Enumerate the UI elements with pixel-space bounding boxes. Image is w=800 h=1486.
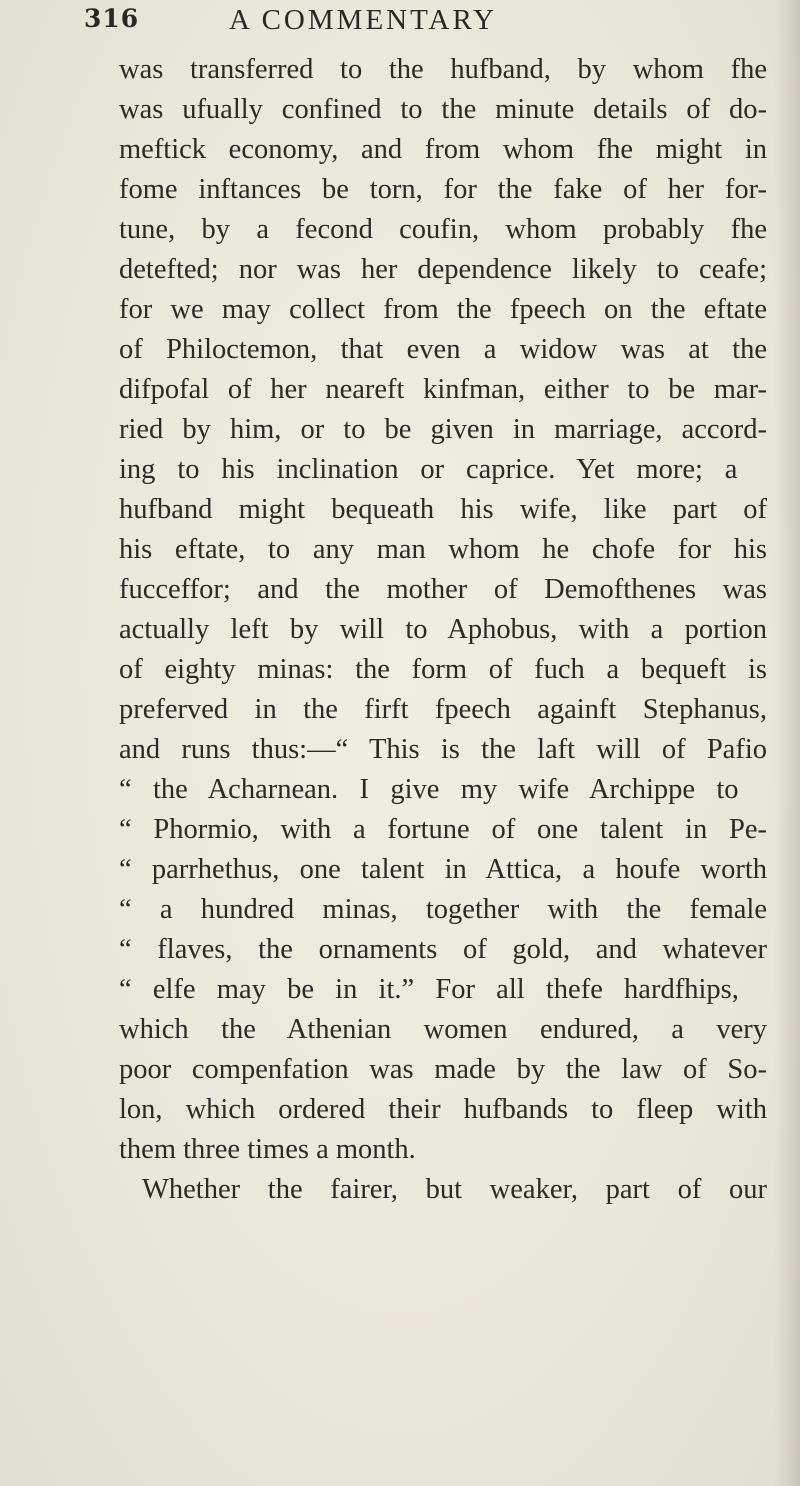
text-line: lon, which ordered their hufbands to fleep with xyxy=(119,1094,767,1125)
text-line: ried by him, or to be given in marriage, accord- xyxy=(119,414,767,445)
running-title: A COMMENTARY xyxy=(229,4,498,36)
text-line: was ufually confined to the minute details of do- xyxy=(119,94,767,125)
text-line: tune, by a fecond coufin, whom probably fhe xyxy=(119,214,767,245)
text-line: of Philoctemon, that even a widow was at the xyxy=(119,334,767,365)
text-line: “ the Acharnean. I give my wife Archippe to xyxy=(119,774,739,805)
text-line: of eighty minas: the form of fuch a bequeft is xyxy=(119,654,767,685)
text-line: and runs thus:—“ This is the laft will of Pafio xyxy=(119,734,767,765)
text-line: detefted; nor was her dependence likely to ceafe; xyxy=(119,254,767,285)
text-line: which the Athenian women endured, a very xyxy=(119,1014,767,1045)
text-line: “ Phormio, with a fortune of one talent in Pe- xyxy=(119,814,767,845)
text-line: fucceffor; and the mother of Demofthenes was xyxy=(119,574,767,605)
text-line: ing to his inclination or caprice. Yet more; a xyxy=(119,454,738,485)
text-line: Whether the fairer, but weaker, part of our xyxy=(142,1174,767,1205)
text-line: “ parrhethus, one talent in Attica, a houfe worth xyxy=(119,854,767,885)
text-line: his eftate, to any man whom he chofe for his xyxy=(119,534,767,565)
text-line: actually left by will to Aphobus, with a portion xyxy=(119,614,767,645)
text-line: difpofal of her neareft kinfman, either to be mar- xyxy=(119,374,767,405)
text-line: preferved in the firft fpeech againft Stephanus, xyxy=(119,694,767,725)
running-head xyxy=(84,4,724,44)
text-line: meftick economy, and from whom fhe might in xyxy=(119,134,767,165)
text-line: for we may collect from the fpeech on the eftate xyxy=(119,294,767,325)
page-gutter-shadow xyxy=(774,0,800,1486)
text-line: them three times a month. xyxy=(119,1134,416,1165)
text-line: “ elfe may be in it.” For all thefe hardfhips, xyxy=(119,974,739,1005)
text-line: poor compenfation was made by the law of So- xyxy=(119,1054,767,1085)
text-line: was transferred to the hufband, by whom fhe xyxy=(119,54,767,85)
text-line: “ a hundred minas, together with the female xyxy=(119,894,767,925)
text-line: fome inftances be torn, for the fake of her for- xyxy=(119,174,767,205)
text-line: “ flaves, the ornaments of gold, and whatever xyxy=(119,934,767,965)
page-number: 316 xyxy=(84,4,140,33)
text-line: hufband might bequeath his wife, like part of xyxy=(119,494,767,525)
